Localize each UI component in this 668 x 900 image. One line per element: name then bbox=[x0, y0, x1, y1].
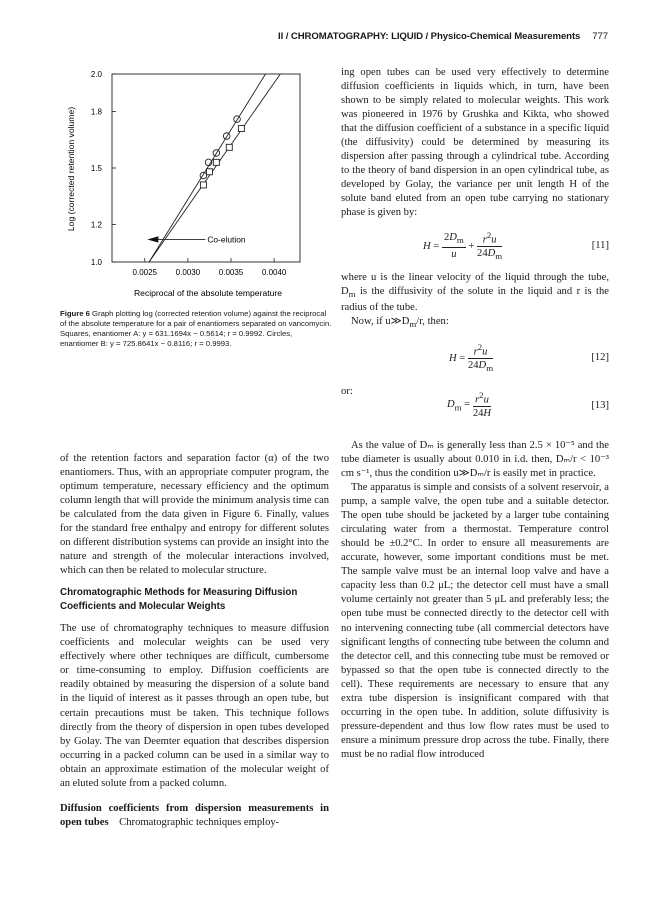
y-tick-label: 1.8 bbox=[90, 107, 102, 117]
equation-12-number: [12] bbox=[591, 351, 609, 363]
x-tick-label: 0.0040 bbox=[261, 268, 287, 277]
series-1-fit-line bbox=[149, 66, 300, 262]
y-tick-label: 1.0 bbox=[90, 258, 102, 267]
figure-label: Figure 6 bbox=[60, 309, 90, 318]
annotation-arrowhead bbox=[147, 236, 158, 242]
right-column bbox=[341, 66, 609, 762]
x-tick-label: 0.0030 bbox=[175, 268, 201, 277]
left-column bbox=[60, 452, 329, 830]
equation-11-number: [11] bbox=[591, 239, 609, 251]
y-tick-label: 2.0 bbox=[90, 70, 102, 79]
right-paragraph-5: The apparatus is simple and consists of a solvent reservoir, a pump, a sample valve, the open tube and a suitable detector. The open tube should be jacketed by a larger tube containing circulating water from a thermostat. Temperature control should be ±0.2°C. In order to ensure all measurements are accurate, however, some important conditions must be met. The sample valve must be an internal loop valve and have a capacity less than 0.2 μL; the detector cell must have a small volume certainly not greater than 5 μL and preferably less; the open tube must be connected directly to the detector cell with no intervening connecting tube (all commercial detectors have significant lengths of connecting tube between the column and the detector cell, and this connecting tube must be removed or bypassed so that the open tube is connected directly to the cell). These requirements are necessary to ensure that any extra tube dispersion is insignificant compared with that occurring in the open tube. In addition, solute diffusivity is pressure-dependent and thus low flow rates must be used to ensure a minimum pressure drop across the tube. Finally, there must be no radial flow introduced bbox=[341, 482, 609, 760]
page-number: 777 bbox=[592, 31, 608, 42]
x-tick-label: 0.0025 bbox=[132, 268, 158, 277]
running-header bbox=[278, 31, 608, 42]
chart-svg bbox=[60, 66, 332, 302]
equation-11: H = $\frac{2D_m}{u}$ + $\frac{r^2u}{24D_m}$ [11] bbox=[423, 229, 609, 262]
right-paragraph-2: where u is the linear velocity of the liquid through the tube, $D_m$ is the diffusivity of the solute in the liquid and r is the radius of the tube. bbox=[341, 271, 609, 313]
plot-frame bbox=[112, 74, 300, 262]
figure-6-chart bbox=[60, 66, 332, 307]
subsection-text: Chromatographic techniques employ- bbox=[119, 816, 280, 828]
annotation-label: Co-elution bbox=[207, 234, 246, 245]
equation-13-number: [13] bbox=[591, 399, 609, 411]
right-paragraph-1: ing open tubes can be used very effectively to determine diffusion coefficients in liquids which, in turn, have been shown to be simply related to molecular weights. This work was pioneered in 1976 by Grushka and Kikta, who showed that the diffusion coefficient of a substance in a specific liquid (the diffusivity) could be determined by measuring its dispersion after passing through a cylindrical tube. According to the theory of band dispersion in an open cylindrical tube, as developed by Golay, the variance per unit length H of the solute band eluted from an open tube carrying no stationary phase is given by: bbox=[341, 67, 609, 219]
or-label: or: bbox=[341, 385, 353, 397]
square-point bbox=[226, 144, 232, 150]
square-point bbox=[238, 126, 244, 132]
circle-point bbox=[200, 172, 207, 179]
square-point bbox=[200, 182, 206, 188]
section-paragraph: The use of chromatography techniques to measure diffusion coefficients and molecular weights can be used very effectively where other techniques are difficult, cumbersome or time-consuming to employ. Diffusion coefficients are readily obtained by measuring the dispersion of a solute band in the liquid of interest as it passes through an open tube, but certain precautions must be taken. This technique follows directly from the theory of dispersion in open tubes developed by Golay. The van Deemter equation that describes dispersion occurring in a packed column can be used in a similar way to obtain an approximate estimation of the molecular weight of an eluted solute from a packed column. bbox=[60, 623, 329, 789]
subsection-heading: Diffusion coefficients from dispersion measurements in open tubes bbox=[60, 802, 329, 828]
right-paragraph-3: Now, if $u≫D_m/r$, then: bbox=[351, 315, 449, 329]
y-tick-label: 1.2 bbox=[90, 220, 102, 230]
square-point bbox=[213, 159, 219, 165]
y-axis-label: Log (corrected retention volume) bbox=[66, 106, 76, 232]
section-heading: Chromatographic Methods for Measuring Diffusion Coefficients and Molecular Weights bbox=[60, 587, 298, 612]
equation-13: or: $D_m$ = $\frac{r^2u}{24H}$ [13] bbox=[341, 385, 609, 420]
subsection-paragraph bbox=[60, 802, 329, 830]
figure-caption bbox=[60, 309, 332, 349]
square-point bbox=[206, 169, 212, 175]
x-axis-label: Reciprocal of the absolute temperature bbox=[133, 288, 283, 298]
equation-12: H = $\frac{r^2u}{24D_m}$ [12] bbox=[449, 341, 609, 374]
y-tick-label: 1.5 bbox=[90, 164, 102, 173]
right-paragraph-4: As the value of Dₘ is generally less than 2.5 × 10⁻⁵ and the tube diameter is usually about 0.010 in i.d. then, Dₘ/r < 10⁻³ cm s⁻¹, thus the condition u≫Dₘ/r is easily met in practice. bbox=[341, 439, 609, 480]
header-title: II / CHROMATOGRAPHY: LIQUID / Physico-Chemical Measurements bbox=[278, 31, 581, 42]
left-intro-paragraph: of the retention factors and separation factor (α) of the two enantiomers. Thus, with an appropriate computer program, the optimum temperature, necessary efficiency and the optimum column length that will provide the minimum analysis time can be calculated from the data given in Figure 6. Finally, values for the standard free enthalpy and entropy for different solutes on different distribution systems can provide an insight into the nature and strength of the molecular interactions involved, which can then be related to molecular structure. bbox=[60, 453, 329, 577]
x-tick-label: 0.0035 bbox=[218, 268, 244, 277]
figure-caption-text: Graph plotting log (corrected retention volume) against the reciprocal of the absolute temperature for a pair of enantiomers separated on vancomycin. Squares, enantiomer A: y = 631.1694x − 0.5614; r = 0.9992. Circles, enantiomer B: y = 725.8641x − 0.8116; r = 0.9993. bbox=[60, 309, 332, 349]
